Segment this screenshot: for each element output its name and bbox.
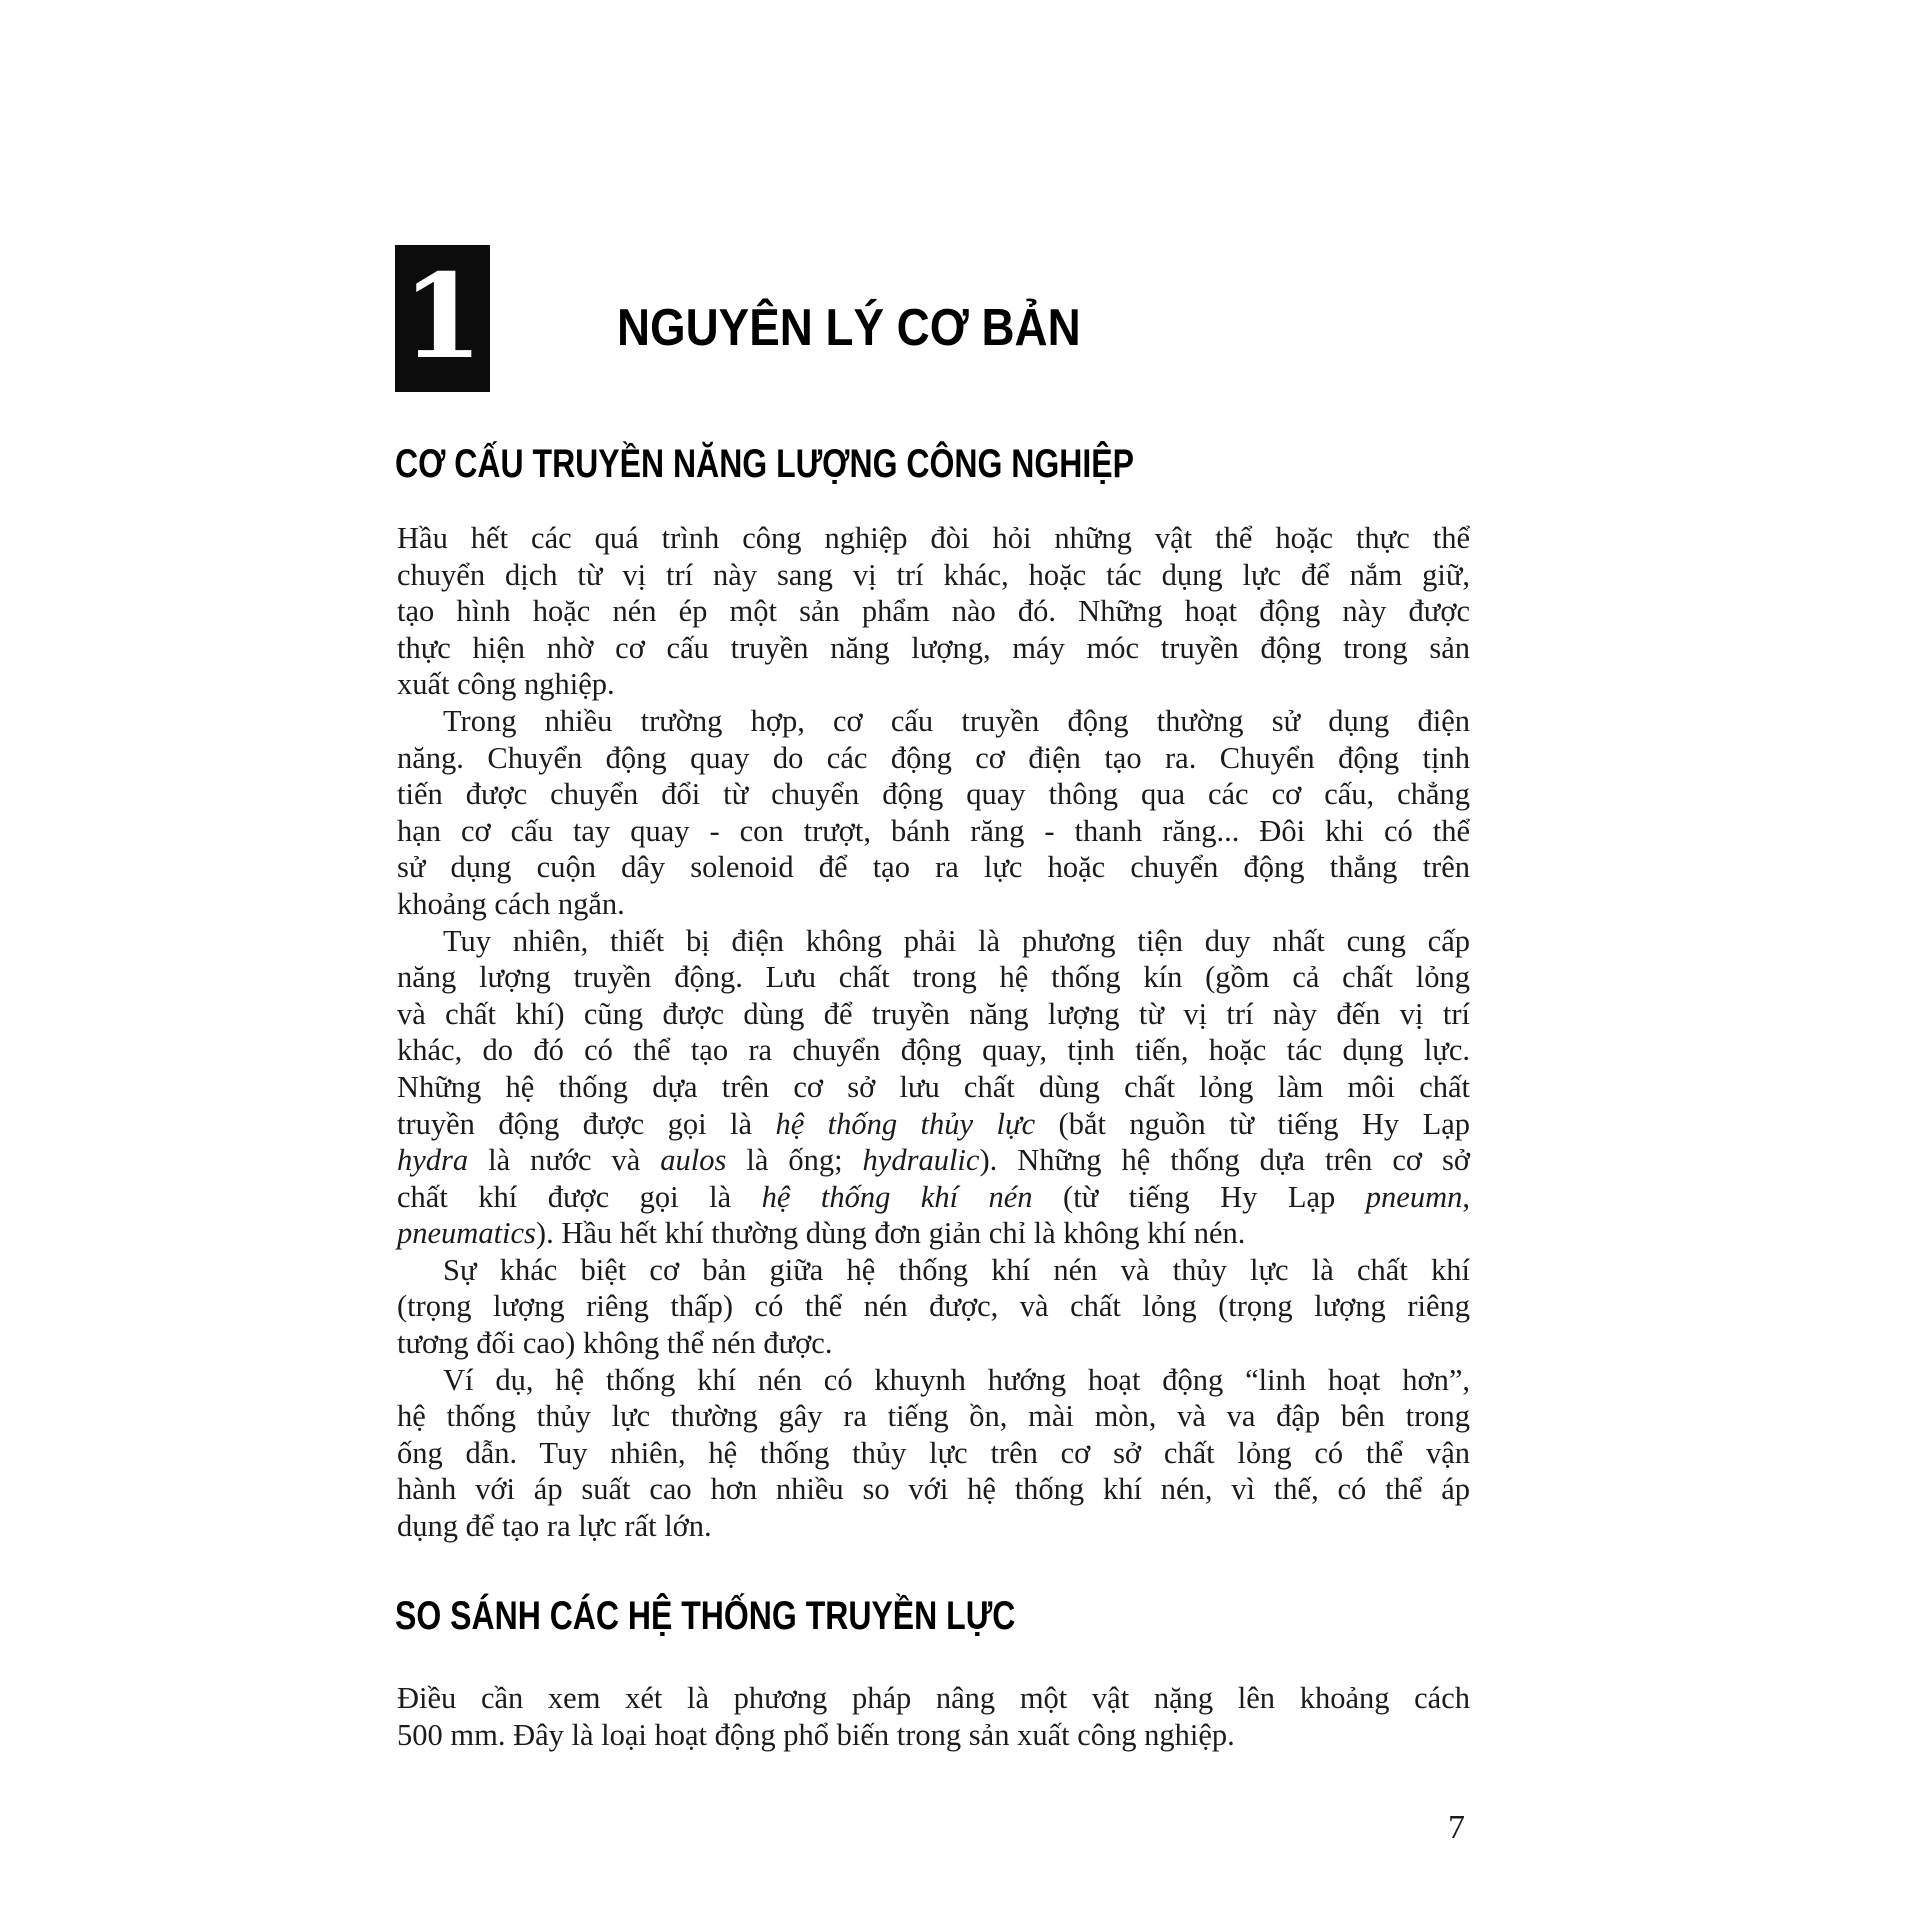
text-line <box>397 886 1470 923</box>
text-segment: hệ thống thủy lực thường gây ra tiếng ồn, mài mòn, và va đập bên trong <box>397 1399 1470 1434</box>
text-segment: ). Hầu hết khí thường dùng đơn giản chỉ là không khí nén. <box>535 1216 1246 1251</box>
text-segment: Trong nhiều trường hợp, cơ cấu truyền động thường sử dụng điện <box>443 703 1470 738</box>
text-segment: Hầu hết các quá trình công nghiệp đòi hỏi những vật thể hoặc thực thể <box>397 521 1470 555</box>
text-segment: , <box>1462 1179 1470 1214</box>
text-line <box>397 703 1470 740</box>
text-line <box>397 1215 1470 1252</box>
text-line <box>397 1069 1470 1106</box>
text-segment: Những hệ thống dựa trên cơ sở lưu chất dùng chất lỏng làm môi chất <box>397 1069 1470 1104</box>
chapter-title: NGUYÊN LÝ CƠ BẢN <box>617 299 1081 357</box>
text-segment: năng. Chuyển động quay do các động cơ điện tạo ra. Chuyển động tịnh <box>397 740 1470 775</box>
text-segment: Ví dụ, hệ thống khí nén có khuynh hướng hoạt động “linh hoạt hơn”, <box>443 1362 1470 1397</box>
text-segment: tương đối cao) không thể nén được. <box>397 1326 833 1361</box>
text-segment: Tuy nhiên, thiết bị điện không phải là phương tiện duy nhất cung cấp <box>443 923 1470 958</box>
text-line <box>397 1471 1470 1508</box>
text-segment: khoảng cách ngắn. <box>397 886 625 921</box>
section-body-energy-transmission <box>397 520 1470 1545</box>
text-line <box>397 1142 1470 1179</box>
text-line <box>397 593 1470 630</box>
text-line <box>397 666 1470 703</box>
text-line <box>397 959 1470 996</box>
text-line <box>397 1032 1470 1069</box>
text-segment: Điều cần xem xét là phương pháp nâng một vật nặng lên khoảng cách <box>397 1681 1470 1715</box>
text-line <box>397 1362 1470 1399</box>
text-line <box>397 1435 1470 1472</box>
italic-text-segment: pneumatics <box>397 1216 536 1251</box>
text-segment: (từ tiếng Hy Lạp <box>1032 1179 1366 1214</box>
text-segment: tạo hình hoặc nén ép một sản phẩm nào đó. Những hoạt động này được <box>397 594 1470 629</box>
text-line <box>397 1717 1470 1754</box>
text-segment: hành với áp suất cao hơn nhiều so với hệ thống khí nén, vì thế, có thể áp <box>397 1472 1470 1507</box>
text-segment: năng lượng truyền động. Lưu chất trong hệ thống kín (gồm cả chất lỏng <box>397 960 1470 995</box>
text-line <box>397 1288 1470 1325</box>
text-segment: là nước và <box>468 1143 661 1178</box>
italic-text-segment: hydra <box>397 1143 469 1178</box>
text-line <box>397 849 1470 886</box>
text-line <box>397 813 1470 850</box>
text-segment: (bắt nguồn từ tiếng Hy Lạp <box>1035 1106 1471 1141</box>
text-line <box>397 557 1470 594</box>
text-line <box>397 1680 1470 1717</box>
text-line <box>397 996 1470 1033</box>
text-segment: khác, do đó có thể tạo ra chuyển động quay, tịnh tiến, hoặc tác dụng lực. <box>397 1033 1470 1068</box>
text-segment: Sự khác biệt cơ bản giữa hệ thống khí nén và thủy lực là chất khí <box>443 1252 1470 1287</box>
text-line <box>397 776 1470 813</box>
paragraph <box>397 520 1470 703</box>
paragraph <box>397 1362 1470 1545</box>
text-segment: chuyển dịch từ vị trí này sang vị trí khác, hoặc tác dụng lực để nắm giữ, <box>397 557 1470 592</box>
text-segment: dụng để tạo ra lực rất lớn. <box>397 1509 712 1544</box>
text-line <box>397 740 1470 777</box>
text-segment: ống dẫn. Tuy nhiên, hệ thống thủy lực trên cơ sở chất lỏng có thể vận <box>397 1435 1470 1470</box>
text-line <box>397 923 1470 960</box>
paragraph <box>397 923 1470 1252</box>
text-segment: ). Những hệ thống dựa trên cơ sở <box>979 1143 1470 1178</box>
text-line <box>397 1106 1470 1143</box>
text-line <box>397 1252 1470 1289</box>
text-segment: xuất công nghiệp. <box>397 667 615 702</box>
text-line <box>397 1325 1470 1362</box>
italic-text-segment: pneumn <box>1365 1179 1463 1214</box>
text-segment: truyền động được gọi là <box>397 1106 776 1141</box>
text-line <box>397 520 1470 557</box>
paragraph <box>397 1680 1470 1753</box>
page-number: 7 <box>1448 1809 1465 1846</box>
chapter-number: 1 <box>402 248 483 385</box>
section-heading-power-systems-comparison: SO SÁNH CÁC HỆ THỐNG TRUYỀN LỰC <box>395 1594 1016 1638</box>
text-segment: và chất khí) cũng được dùng để truyền năng lượng từ vị trí này đến vị trí <box>397 996 1470 1031</box>
text-line <box>397 630 1470 667</box>
section-body-power-systems-comparison <box>397 1680 1470 1753</box>
text-segment: hạn cơ cấu tay quay - con trượt, bánh răng - thanh răng... Đôi khi có thể <box>397 813 1470 848</box>
paragraph <box>397 703 1470 923</box>
text-segment: sử dụng cuộn dây solenoid để tạo ra lực hoặc chuyển động thẳng trên <box>397 850 1470 885</box>
text-line <box>397 1179 1470 1216</box>
italic-text-segment: aulos <box>660 1143 727 1178</box>
text-segment: là ống; <box>726 1143 863 1178</box>
text-segment: thực hiện nhờ cơ cấu truyền năng lượng, máy móc truyền động trong sản <box>397 630 1470 665</box>
paragraph <box>397 1252 1470 1362</box>
italic-text-segment: hệ thống thủy lực <box>775 1106 1036 1141</box>
chapter-number-box <box>395 245 490 392</box>
italic-text-segment: hydraulic <box>862 1143 980 1178</box>
italic-text-segment: hệ thống khí nén <box>761 1179 1033 1214</box>
text-segment: (trọng lượng riêng thấp) có thể nén được, và chất lỏng (trọng lượng riêng <box>397 1289 1470 1324</box>
section-heading-energy-transmission: CƠ CẤU TRUYỀN NĂNG LƯỢNG CÔNG NGHIỆP <box>395 442 1134 486</box>
text-segment: tiến được chuyển đổi từ chuyển động quay thông qua các cơ cấu, chẳng <box>397 777 1470 812</box>
text-segment: 500 mm. Đây là loại hoạt động phổ biến trong sản xuất công nghiệp. <box>397 1717 1235 1752</box>
text-line <box>397 1508 1470 1545</box>
text-line <box>397 1398 1470 1435</box>
text-segment: chất khí được gọi là <box>397 1179 762 1214</box>
